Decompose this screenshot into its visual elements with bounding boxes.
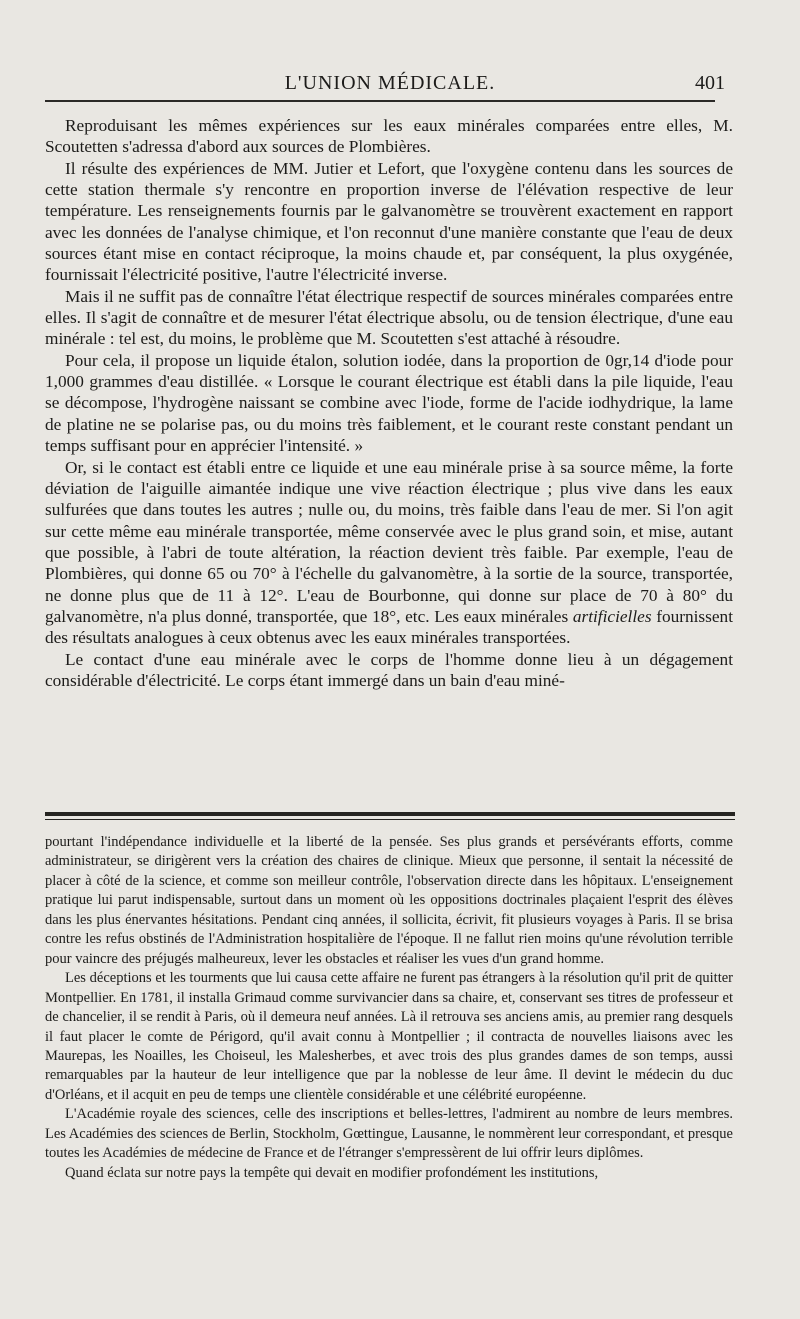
paragraph: L'Académie royale des sciences, celle des inscriptions et belles-lettres, l'admirent au nombre de leurs membres. Les Académies des sciences de Berlin, Stockholm, Gœttingue, Lausanne, le nommèrent leur correspondant, et presque toutes les Académies de médecine de France et de l'étranger s'empressèrent de lui offrir leurs diplômes. xyxy=(45,1106,733,1162)
paragraph: Quand éclata sur notre pays la tempête qui devait en modifier profondément les institutions, xyxy=(65,1164,599,1181)
divider-thin-rule xyxy=(45,819,735,820)
header-title: L'UNION MÉDICALE. xyxy=(284,72,496,94)
paragraph xyxy=(45,457,733,649)
paragraph-text: Or, si le contact est établi entre ce liquide et une eau minérale prise à sa source même, la forte déviation de l'aiguille aimantée indique une vive réaction électrique ; plus vive dans les eaux sulfurées que dans toutes les autres ; nulle ou, du moins, très faible dans l'eau de mer. Si l'on agit sur cette même eau minérale transportée, même conservée avec le plus grand soin, et mise, autant que possible, à l'abri de toute altération, la réaction devient très faible. Par exemple, l'eau de Plombières, qui donne 65 ou 70° à l'échelle du galvanomètre, à la sortie de la source, transportée, ne donne plus que de 11 à 12°. L'eau de Bourbonne, qui donne sur place de 70 à 80° du galvanomètre, n'a plus donné, transportée, que 18°, etc. Les eaux minérales xyxy=(45,457,733,626)
feuilleton-article xyxy=(45,833,733,1183)
page-number: 401 xyxy=(695,72,725,94)
paragraph: Reproduisant les mêmes expériences sur les eaux minérales comparées entre elles, M. Scoutetten s'adressa d'abord aux sources de Plombières. xyxy=(45,116,733,157)
paragraph: Les déceptions et les tourments que lui causa cette affaire ne furent pas étrangers à la résolution qu'il prit de quitter Montpellier. En 1781, il installa Grimaud comme survivancier dans sa chaire, et, conservant ses titres de professeur et de chancelier, il se rendit à Paris, où il demeura neuf années. Là il retrouva ses anciens amis, au premier rang desquels il faut placer le comte de Périgord, qu'il avait connu à Montpellier ; il contracta de nouvelles liaisons avec les Maurepas, les Noailles, les Choiseul, les Malesherbes, et avec trois des plus grandes dames de son temps, aussi remarquables par la hauteur de leur intelligence que par la noblesse de leur âme. Il devint le médecin du duc d'Orléans, et il acquit en peu de temps une clientèle considérable et une célébrité européenne. xyxy=(45,970,733,1103)
paragraph: Il résulte des expériences de MM. Jutier et Lefort, que l'oxygène contenu dans les sources de cette station thermale s'y rencontre en proportion inverse de l'élévation respective de leur température. Les renseignements fournis par le galvanomètre se trouvèrent exactement en rapport avec les données de l'analyse chimique, et l'on reconnut d'une manière constante que l'eau de deux sources étant mise en contact réciproque, la moins chaude et, par conséquent, la plus oxygénée, fournissait l'électricité positive, l'autre l'électricité inverse. xyxy=(45,158,733,285)
main-article xyxy=(45,115,733,691)
paragraph: Le contact d'une eau minérale avec le corps de l'homme donne lieu à un dégagement considérable d'électricité. Le corps étant immergé dans un bain d'eau miné- xyxy=(45,649,733,690)
paragraph: Mais il ne suffit pas de connaître l'état électrique respectif de sources minérales comparées entre elles. Il s'agit de connaître et de mesurer l'état électrique absolu, ou de tension électrique, d'une eau minérale : tel est, du moins, le problème que M. Scoutetten s'est attaché à résoudre. xyxy=(45,286,733,349)
italic-term: artificielles xyxy=(572,606,652,626)
section-divider xyxy=(45,812,735,820)
paragraph: Pour cela, il propose un liquide étalon, solution iodée, dans la proportion de 0gr,14 d'iode pour 1,000 grammes d'eau distillée. « Lorsque le courant électrique est établi dans la pile liquide, l'eau se décompose, l'hydrogène naissant se combine avec l'iode, forme de l'acide iodhydrique, la lame de platine ne se polarise pas, ou du moins très faiblement, et le courant reste constant pendant un temps suffisant pour en apprécier l'intensité. » xyxy=(45,350,733,456)
paragraph: pourtant l'indépendance individuelle et la liberté de la pensée. Ses plus grands et persévérants efforts, comme administrateur, se dirigèrent vers la création des chaires de clinique. Mieux que personne, il sentait la nécessité de placer à côté de la science, et comme son meilleur contrôle, l'observation directe dans les hôpitaux. L'enseignement pratique lui parut indispensable, surtout dans un moment où les oppositions doctrinales plaçaient l'esprit des élèves dans les plus énervantes hésitations. Pendant cinq années, il sollicita, écrivit, fit plusieurs voyages à Paris. Il se brisa contre les refus obstinés de l'Administration hospitalière de l'époque. Il ne fallut rien moins qu'une révolution terrible pour vaincre des préjugés malheureux, lever les obstacles et réaliser les vues d'un grand homme. xyxy=(45,834,733,967)
header-rule xyxy=(45,100,715,102)
divider-thick-rule xyxy=(45,812,735,816)
running-header xyxy=(45,72,735,98)
paragraph-text: fournissent des résultats analogues à ceux obtenus avec les eaux minérales transportées. xyxy=(45,606,733,648)
